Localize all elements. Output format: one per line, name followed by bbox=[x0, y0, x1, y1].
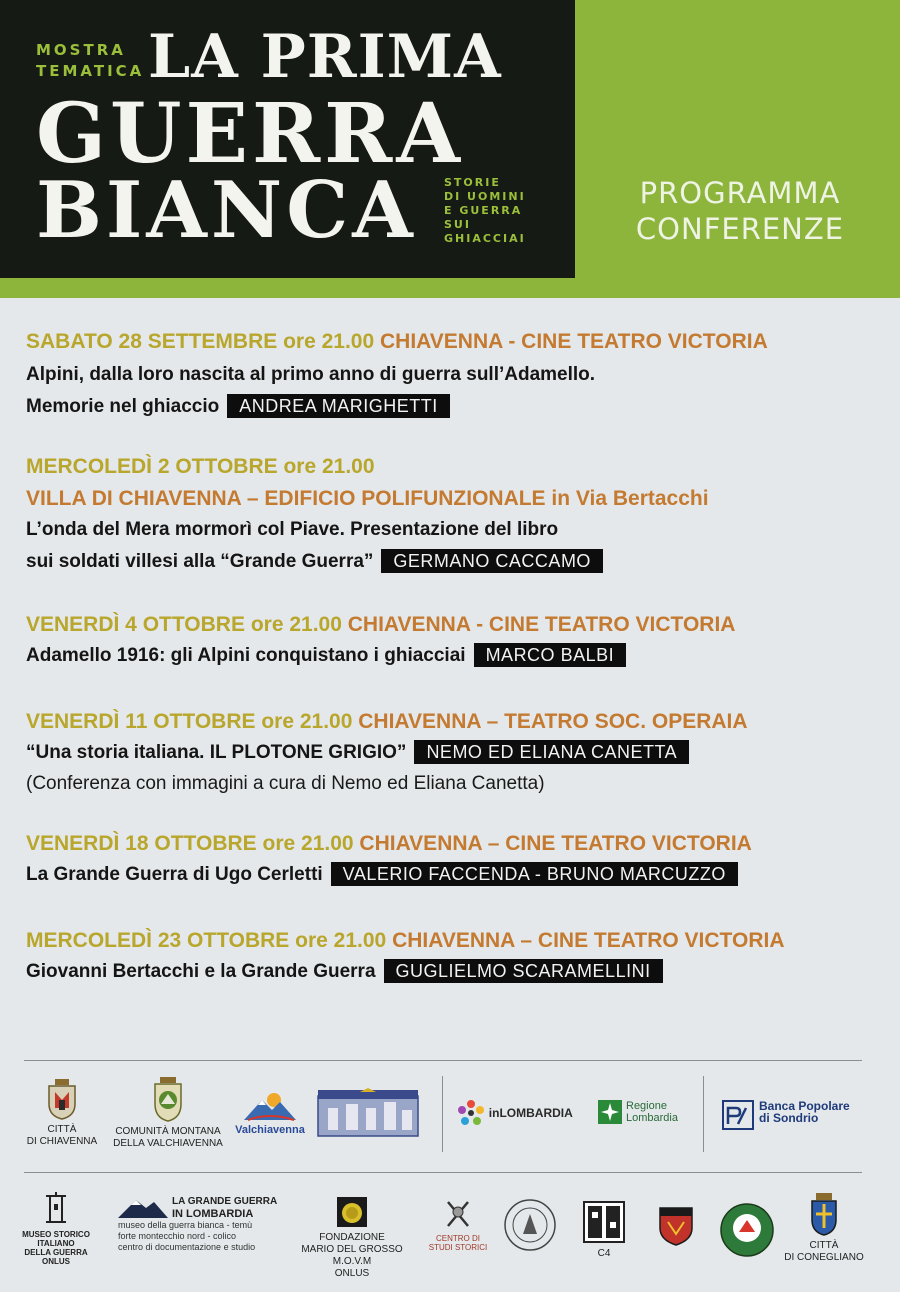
subtitle-line: GHIACCIAI bbox=[444, 232, 526, 245]
speaker-badge: NEMO ED ELIANA CANETTA bbox=[414, 740, 689, 764]
subtitle-line: DI UOMINI bbox=[444, 190, 526, 203]
seal-icon bbox=[503, 1198, 557, 1252]
logo-caption: LA GRANDE GUERRA bbox=[172, 1196, 278, 1207]
event-title-line bbox=[26, 859, 896, 891]
programma-conferenze bbox=[580, 175, 900, 247]
logo-caption: CENTRO DI bbox=[436, 1234, 480, 1243]
subtitle-line: STORIE bbox=[444, 176, 501, 189]
divider bbox=[703, 1076, 704, 1152]
event-item bbox=[26, 708, 896, 799]
conferenze-text: CONFERENZE bbox=[635, 212, 845, 246]
speaker-badge: GUGLIELMO SCARAMELLINI bbox=[384, 959, 663, 983]
event-date: VENERDÌ 4 OTTOBRE ore 21.00 bbox=[26, 613, 342, 636]
event-title-text: Memorie nel ghiaccio bbox=[26, 396, 220, 417]
logo-caption: CITTÀ bbox=[809, 1240, 839, 1251]
logo-caption: museo della guerra bianca - temù bbox=[118, 1220, 253, 1230]
subtitle bbox=[444, 176, 526, 246]
event-note: (Conferenza con immagini a cura di Nemo ed Eliana Canetta) bbox=[26, 773, 545, 794]
crest-icon bbox=[45, 1078, 79, 1120]
divider bbox=[442, 1076, 443, 1152]
logo-caption: COMUNITÀ MONTANA bbox=[115, 1126, 221, 1137]
subtitle-line: SUI bbox=[444, 218, 471, 231]
logo-caption: Valchiavenna bbox=[235, 1124, 305, 1136]
logo-caption: ONLUS bbox=[42, 1257, 70, 1266]
event-place: CHIAVENNA – TEATRO SOC. OPERAIA bbox=[358, 710, 748, 733]
title-line-3: BIANCA bbox=[36, 165, 417, 256]
event-heading bbox=[26, 927, 896, 954]
divider bbox=[24, 1172, 862, 1173]
event-title: Alpini, dalla loro nascita al primo anno di guerra sull’Adamello. bbox=[26, 364, 596, 385]
logo-caption: Lombardia bbox=[626, 1112, 678, 1124]
logo-comunita-montana bbox=[108, 1076, 228, 1150]
logo-caption: DI CHIAVENNA bbox=[26, 1136, 98, 1147]
programma-text: PROGRAMMA bbox=[639, 176, 841, 210]
event-place: VILLA DI CHIAVENNA – EDIFICIO POLIFUNZIONALE in Via Bertacchi bbox=[26, 487, 709, 510]
event-item bbox=[26, 830, 896, 891]
logo-caption: MUSEO STORICO bbox=[22, 1230, 90, 1239]
crossed-axes-icon bbox=[443, 1196, 473, 1230]
logo-c4 bbox=[576, 1200, 632, 1260]
event-date: VENERDÌ 18 OTTOBRE ore 21.00 bbox=[26, 832, 354, 855]
event-title-line bbox=[26, 546, 896, 578]
event-place: CHIAVENNA – CINE TEATRO VICTORIA bbox=[392, 929, 785, 952]
event-title-text: “Una storia italiana. IL PLOTONE GRIGIO” bbox=[26, 742, 407, 763]
speaker-badge: ANDREA MARIGHETTI bbox=[227, 394, 450, 418]
event-title-line bbox=[26, 956, 896, 988]
event-heading bbox=[26, 830, 896, 857]
flower-icon bbox=[456, 1098, 486, 1128]
logo-pro-chiavenna bbox=[314, 1088, 422, 1142]
logo-caption: DI CONEGLIANO bbox=[784, 1252, 864, 1263]
logo-caption: STUDI STORICI bbox=[428, 1243, 488, 1252]
event-title-line bbox=[26, 391, 896, 423]
logo-caption: FONDAZIONE bbox=[319, 1232, 385, 1243]
event-place: CHIAVENNA – CINE TEATRO VICTORIA bbox=[359, 832, 752, 855]
event-item bbox=[26, 927, 896, 988]
event-heading bbox=[26, 611, 896, 638]
logo-museo-storico bbox=[20, 1192, 92, 1266]
logo-centro-studi bbox=[428, 1196, 488, 1252]
logo-inlombardia bbox=[456, 1098, 586, 1128]
mostra-tematica-label bbox=[36, 40, 144, 82]
event-title-line bbox=[26, 737, 896, 769]
logo-citta-conegliano bbox=[784, 1192, 864, 1264]
event-title: L’onda del Mera mormorì col Piave. Presentazione del libro bbox=[26, 519, 559, 540]
event-heading bbox=[26, 328, 896, 355]
logo-caption: Regione bbox=[626, 1100, 667, 1112]
logo-caption: ITALIANO bbox=[37, 1239, 75, 1248]
logo-caption: C4 bbox=[597, 1248, 611, 1259]
logo-caption: inLOMBARDIA bbox=[488, 1106, 573, 1120]
logo-caption: ONLUS bbox=[334, 1268, 370, 1279]
title-block bbox=[0, 0, 575, 278]
event-date: SABATO 28 SETTEMBRE ore 21.00 bbox=[26, 330, 375, 353]
logo-caption: DELLA VALCHIAVENNA bbox=[113, 1138, 223, 1149]
event-title-text: La Grande Guerra di Ugo Cerletti bbox=[26, 864, 323, 885]
subtitle-line: E GUERRA bbox=[444, 204, 523, 217]
event-title-text: Giovanni Bertacchi e la Grande Guerra bbox=[26, 961, 376, 982]
logo-valchiavenna bbox=[230, 1088, 310, 1136]
tematica-text: TEMATICA bbox=[36, 62, 145, 80]
speaker-badge: VALERIO FACCENDA - BRUNO MARCUZZO bbox=[331, 862, 738, 886]
mostra-text: MOSTRA bbox=[36, 41, 126, 59]
event-item bbox=[26, 611, 896, 672]
logo-caption: forte montecchio nord - colico bbox=[118, 1231, 237, 1241]
building-emblem-icon bbox=[316, 1088, 420, 1138]
logo-green-circle bbox=[718, 1202, 776, 1262]
title-line-1: LA PRIMA bbox=[148, 22, 502, 92]
logo-caption: CITTÀ bbox=[47, 1124, 77, 1135]
event-date: MERCOLEDÌ 23 OTTOBRE ore 21.00 bbox=[26, 929, 387, 952]
logo-fondazione bbox=[282, 1196, 422, 1280]
logo-caption: centro di documentazione e studio bbox=[118, 1242, 256, 1252]
mountain-icon bbox=[118, 1196, 168, 1218]
logo-caption: MARIO DEL GROSSO M.O.V.M bbox=[301, 1244, 403, 1267]
logo-caption: di Sondrio bbox=[759, 1111, 819, 1125]
tower-icon bbox=[40, 1192, 72, 1226]
mountain-sun-icon bbox=[240, 1088, 300, 1122]
divider bbox=[24, 1060, 862, 1061]
event-title-line bbox=[26, 640, 896, 672]
logo-citta-chiavenna bbox=[22, 1078, 102, 1148]
regione-emblem-icon bbox=[598, 1100, 622, 1124]
logo-grande-guerra-lombardia bbox=[118, 1196, 278, 1253]
logo-caption: Banca Popolare bbox=[759, 1099, 850, 1113]
logo-shield-red bbox=[656, 1206, 696, 1250]
event-date: MERCOLEDÌ 2 OTTOBRE ore 21.00 bbox=[26, 455, 375, 478]
logo-caption: IN LOMBARDIA bbox=[172, 1208, 254, 1220]
badge-icon bbox=[719, 1202, 775, 1258]
speaker-badge: GERMANO CACCAMO bbox=[381, 549, 603, 573]
event-place: CHIAVENNA - CINE TEATRO VICTORIA bbox=[347, 613, 736, 636]
event-date: VENERDÌ 11 OTTOBRE ore 21.00 bbox=[26, 710, 353, 733]
logo-circle-seal bbox=[502, 1198, 558, 1256]
shield-icon bbox=[658, 1206, 694, 1246]
events-list bbox=[26, 328, 896, 988]
logo-banca-popolare bbox=[722, 1100, 872, 1130]
event-item bbox=[26, 453, 896, 578]
c4-emblem-icon bbox=[578, 1200, 630, 1244]
header-band bbox=[0, 0, 900, 298]
event-place: CHIAVENNA - CINE TEATRO VICTORIA bbox=[380, 330, 768, 353]
bank-logo-icon bbox=[722, 1100, 754, 1130]
logo-caption: DELLA GUERRA bbox=[24, 1248, 88, 1257]
event-heading bbox=[26, 708, 896, 735]
logo-regione-lombardia bbox=[598, 1100, 693, 1124]
medal-icon bbox=[336, 1196, 368, 1228]
event-title-text: sui soldati villesi alla “Grande Guerra” bbox=[26, 551, 374, 572]
crest-icon bbox=[151, 1076, 185, 1122]
event-item bbox=[26, 328, 896, 423]
event-title-text: Adamello 1916: gli Alpini conquistano i ghiacciai bbox=[26, 645, 466, 666]
title-line-2: GUERRA bbox=[36, 86, 464, 182]
crest-icon bbox=[809, 1192, 839, 1236]
speaker-badge: MARCO BALBI bbox=[474, 643, 627, 667]
